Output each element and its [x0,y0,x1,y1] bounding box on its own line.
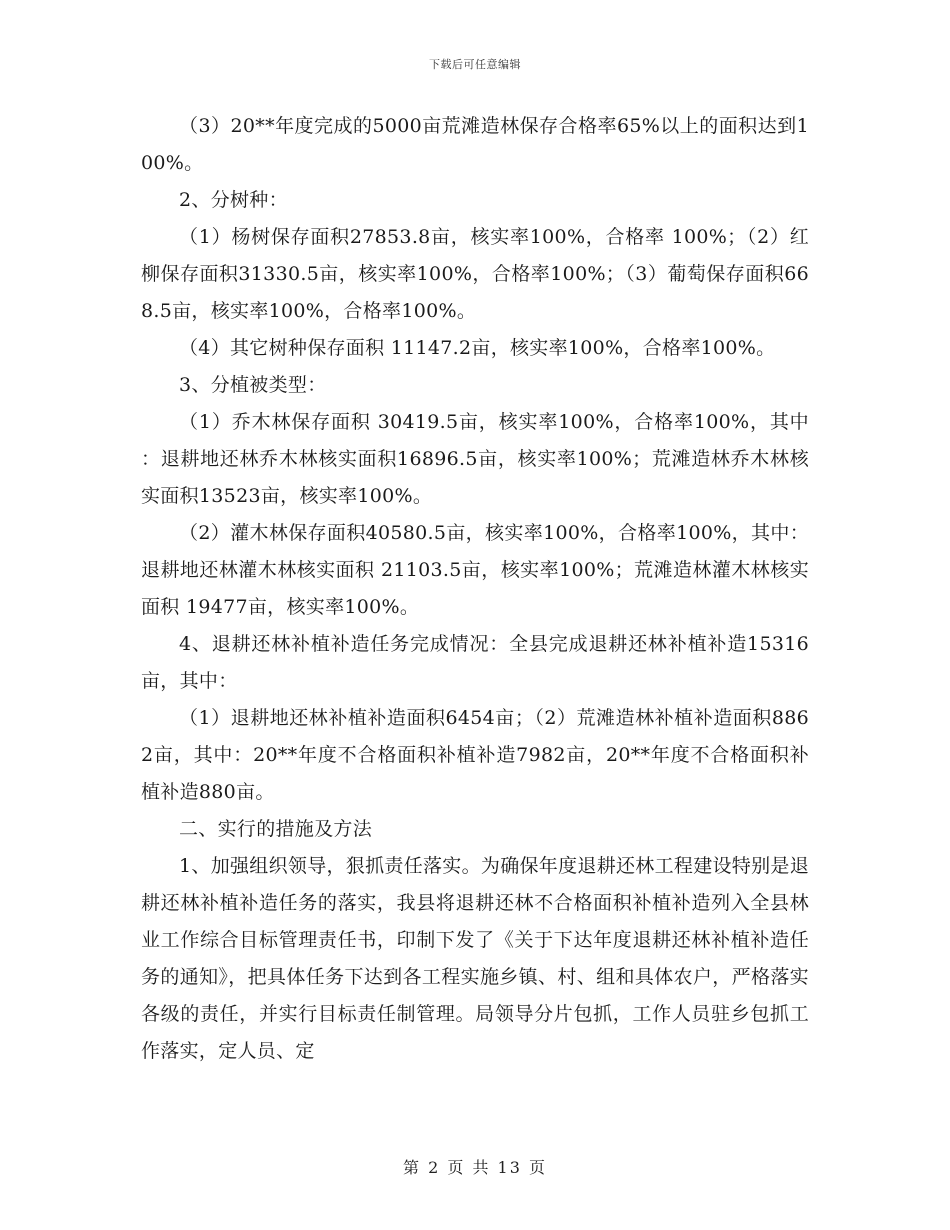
document-body [141,108,809,1070]
section-heading: 3、分植被类型： [179,374,327,396]
paragraph: 1、加强组织领导，狠抓责任落实。为确保年度退耕还林工程建设特别是退耕还林补植补造任务的落实，我县将退耕还林不合格面积补植补造列入全县林业工作综合目标管理责任书，印制下发了《关于下达年度退耕还林补植补造任务的通知》，把具体任务下达到各工程实施乡镇、村、组和具体农户，严格落实各级的责任，并实行目标责任制管理。局领导分片包抓，工作人员驻乡包抓工作落实，定人员、定 [141,855,809,1062]
section-heading: 2、分树种： [179,189,288,211]
paragraph: 4、退耕还林补植补造任务完成情况：全县完成退耕还林补植补造15316亩，其中： [141,633,809,692]
page-number-footer: 第 2 页 共 13 页 [403,1158,547,1177]
page-header-note: 下载后可任意编辑 [429,58,521,71]
paragraph: （3）20**年度完成的5000亩荒滩造林保存合格率65%以上的面积达到100%。 [141,115,809,174]
paragraph: （2）灌木林保存面积40580.5亩，核实率100%，合格率100%，其中：退耕地还林灌木林核实面积 21103.5亩，核实率100%；荒滩造林灌木林核实面积 19477亩，核实率100%。 [141,522,809,618]
paragraph: （1）杨树保存面积27853.8亩，核实率100%，合格率 100%；（2）红柳保存面积31330.5亩，核实率100%，合格率100%；（3）葡萄保存面积668.5亩，核实率100%，合格率100%。 [141,226,809,322]
paragraph: （1）乔木林保存面积 30419.5亩，核实率100%，合格率100%，其中 ：退耕地还林乔木林核实面积16896.5亩，核实率100%；荒滩造林乔木林核实面积13523亩，核实率100%。 [141,411,809,507]
paragraph: （4）其它树种保存面积 11147.2亩，核实率100%，合格率100%。 [179,337,776,359]
section-heading: 二、实行的措施及方法 [179,818,373,840]
paragraph: （1）退耕地还林补植补造面积6454亩；（2）荒滩造林补植补造面积8862亩，其中：20**年度不合格面积补植补造7982亩，20**年度不合格面积补植补造880亩。 [141,707,809,803]
